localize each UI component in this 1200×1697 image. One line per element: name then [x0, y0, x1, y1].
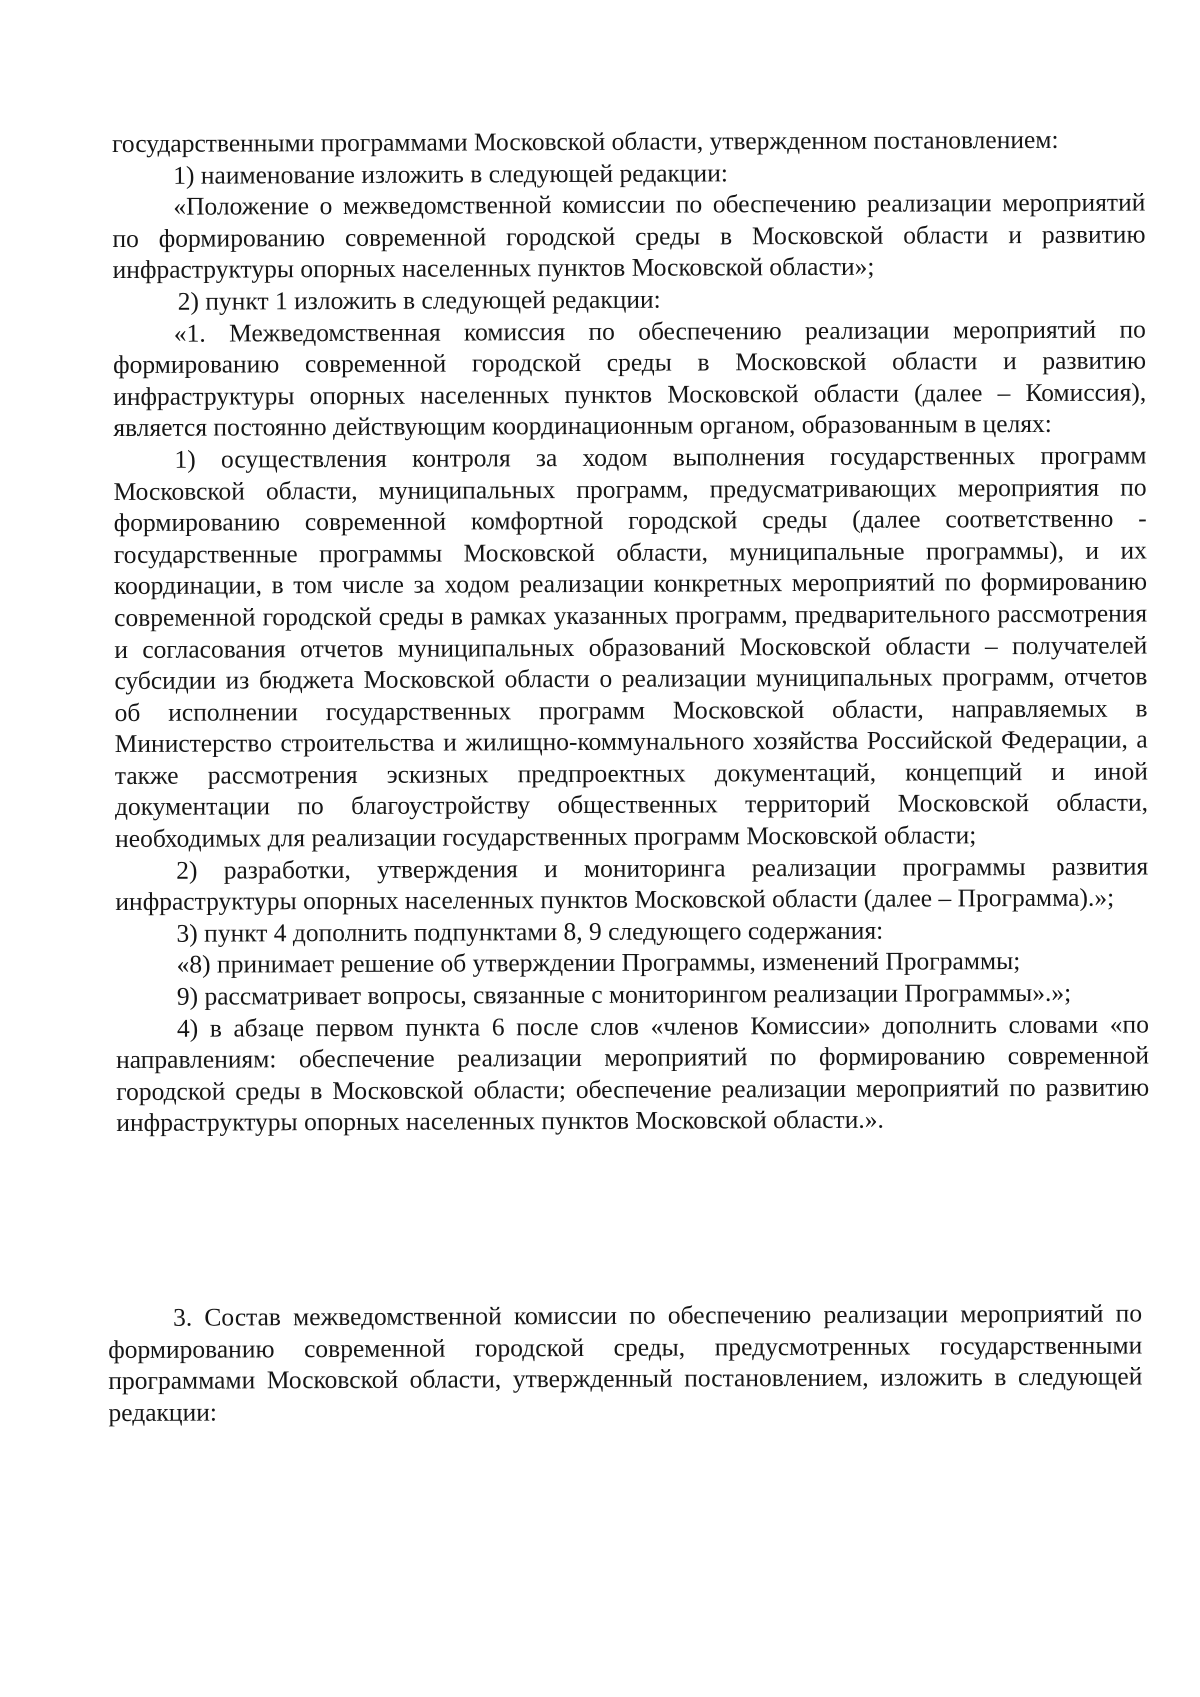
paragraph-commission-definition: «1. Межведомственная комиссия по обеспечению реализации мероприятий по формированию современной городской среды в Московской области и развитию инфраструктуры опорных населенных пунктов Московской области (далее – Комиссия), является постоянно действующим координационным органом, образованным в целях: — [112, 314, 1147, 443]
paragraph-item-2: 2) пункт 1 изложить в следующей редакции: — [177, 284, 661, 316]
document-body-section-3 — [108, 1297, 1143, 1428]
paragraph-subitem-8: «8) принимает решение об утверждении Программы, изменений Программы; — [176, 946, 1021, 980]
paragraph-goal-1: 1) осуществления контроля за ходом выполнения государственных программ Московской области, муниципальных программ, предусматривающих мероприятия по формированию современной комфортной городской среды (далее соответственно - государственные программы Московской области, муниципальные программы), и их координации, в том числе за ходом реализации конкретных мероприятий по формированию современной городской среды в рамках указанных программ, предварительного рассмотрения и согласования отчетов муниципальных образований Московской области – получателей субсидии из бюджета Московской области о реализации муниципальных программ, отчетов об исполнении государственных программ Московской области, направляемых в Министерство строительства и жилищно-коммунального хозяйства Российской Федерации, а также рассмотрения эскизных предпроектных документаций, концепций и иной документации по благоустройству общественных территорий Московской области, необходимых для реализации государственных программ Московской области; — [113, 440, 1149, 854]
paragraph-item-3: 3) пункт 4 дополнить подпунктами 8, 9 следующего содержания: — [176, 915, 884, 948]
paragraph-goal-2: 2) разработки, утверждения и мониторинга реализации программы развития инфраструктуры опорных населенных пунктов Московской области (далее – Программа).»; — [115, 851, 1149, 917]
paragraph-section-3: 3. Состав межведомственной комиссии по обеспечению реализации мероприятий по формированию современной городской среды, предусмотренных государственными программами Московской области, утвержденный постановлением, изложить в следующей редакции: — [108, 1298, 1143, 1427]
paragraph-item-4: 4) в абзаце первом пункта 6 после слов «членов Комиссии» дополнить словами «по направлениям: обеспечение реализации мероприятий по формированию современной городской среды в Московской области; обеспечение реализации мероприятий по развитию инфраструктуры опорных населенных пунктов Московской области.». — [116, 1009, 1150, 1138]
paragraph-continuation: государственными программами Московской области, утвержденном постановлением: — [112, 124, 1059, 158]
document-body — [112, 123, 1149, 1138]
paragraph-title-quote: «Положение о межведомственной комиссии по обеспечению реализации мероприятий по формированию современной городской среды в Московской области и развитию инфраструктуры опорных населенных пунктов Московской области»; — [112, 187, 1146, 285]
paragraph-subitem-9: 9) рассматривает вопросы, связанные с мониторингом реализации Программы».»; — [176, 977, 1072, 1011]
paragraph-item-1: 1) наименование изложить в следующей редакции: — [173, 157, 728, 190]
